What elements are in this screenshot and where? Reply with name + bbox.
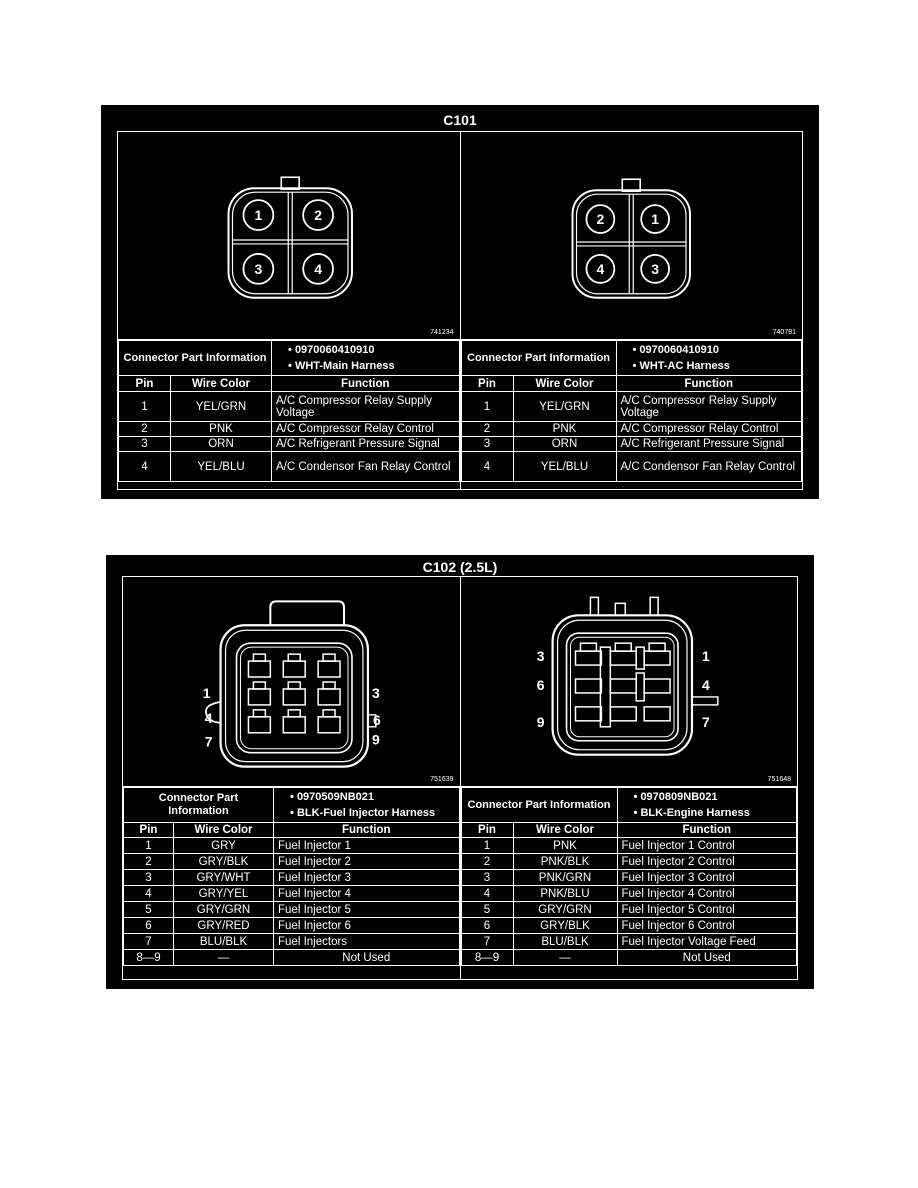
wire-color-cell: GRY [174,838,274,854]
figure-reference-number: 751639 [430,776,454,783]
function-cell: A/C Compressor Relay Control [616,422,801,437]
wire-color-cell: BLU/BLK [513,934,617,950]
pin-label: 4 [204,709,213,726]
table-row [461,422,802,437]
table-row [461,886,797,902]
wire-color-cell: ORN [171,437,272,452]
table-row [461,918,797,934]
wire-color-cell: — [513,950,617,966]
function-cell: Fuel Injector 1 Control [617,838,796,854]
pin-cell: 4 [461,452,513,482]
pin-label: 2 [596,211,604,228]
function-cell: Fuel Injector 2 [274,854,459,870]
c102-fuel-injector-harness-diagram [123,577,460,787]
pin-cell: 5 [124,902,174,918]
wire-color-cell: PNK [513,422,616,437]
function-cell: A/C Condensor Fan Relay Control [616,452,801,482]
table-row [461,854,797,870]
pin-cell: 2 [119,422,171,437]
harness-name: • WHT-Main Harness [288,360,395,372]
wire-color-cell: BLU/BLK [174,934,274,950]
pin-label: 7 [204,733,213,750]
c101-main-harness-view [118,132,461,489]
pin-cell: 2 [124,854,174,870]
pin-label: 9 [371,731,380,748]
function-cell: Fuel Injector Voltage Feed [617,934,796,950]
function-cell: A/C Compressor Relay Supply Voltage [272,392,459,422]
table-row [124,886,460,902]
pin-cell: 3 [461,870,513,886]
connector-9pin-drawing [461,577,798,786]
pin-cell: 1 [124,838,174,854]
function-cell: A/C Compressor Relay Supply Voltage [616,392,801,422]
c102-fuel-injector-harness-view [123,577,461,979]
c102-fuel-injector-harness-table [123,787,460,966]
table-row [461,838,797,854]
table-row [124,870,460,886]
pin-cell: 1 [461,392,513,422]
connector-part-info-label: Connector Part Information [461,788,617,823]
harness-name: • BLK-Engine Harness [634,807,750,819]
connector-4pin-drawing [118,132,460,339]
c101-frame [117,131,803,490]
table-row [461,870,797,886]
connector-part-info-label: Connector Part Information [124,788,274,823]
part-number: • 0970809NB021 [634,791,718,803]
pin-label: 1 [254,207,263,224]
table-row [119,452,460,482]
pin-cell: 3 [119,437,171,452]
function-cell: Fuel Injector 4 Control [617,886,796,902]
table-row [124,950,460,966]
part-number: • 0970060410910 [633,344,719,356]
part-number: • 0970509NB021 [290,791,374,803]
function-cell: A/C Refrigerant Pressure Signal [616,437,801,452]
connector-part-info-label: Connector Part Information [461,341,616,376]
wire-color-cell: GRY/WHT [174,870,274,886]
table-row [124,918,460,934]
function-cell: Fuel Injector 3 Control [617,870,796,886]
pin-label: 6 [372,711,381,728]
part-number: • 0970060410910 [288,344,374,356]
table-row [124,854,460,870]
wire-color-cell: GRY/BLK [174,854,274,870]
pin-cell: 5 [461,902,513,918]
function-cell: Fuel Injector 3 [274,870,459,886]
pin-label: 1 [701,648,710,665]
pin-label: 4 [314,260,322,277]
pin-label: 7 [701,713,710,730]
table-row [124,934,460,950]
figure-reference-number: 741234 [430,329,454,336]
pin-cell: 6 [461,918,513,934]
column-header-pin: Pin [124,823,174,838]
c102-title: C102 (2.5L) [422,559,498,575]
pin-cell: 3 [461,437,513,452]
wire-color-cell: YEL/BLU [171,452,272,482]
wire-color-cell: PNK [171,422,272,437]
wire-color-cell: GRY/GRN [513,902,617,918]
figure-reference-number: 751648 [767,776,791,783]
wire-color-cell: YEL/GRN [171,392,272,422]
function-cell: A/C Compressor Relay Control [272,422,459,437]
c101-main-harness-diagram [118,132,460,340]
table-row [461,934,797,950]
column-header-wire-color: Wire Color [171,376,272,392]
function-cell: Fuel Injector 6 [274,918,459,934]
pin-cell: 8—9 [461,950,513,966]
pin-cell: 4 [119,452,171,482]
wire-color-cell: GRY/RED [174,918,274,934]
wire-color-cell: PNK/BLK [513,854,617,870]
column-header-wire-color: Wire Color [513,376,616,392]
column-header-wire-color: Wire Color [174,823,274,838]
wire-color-cell: YEL/BLU [513,452,616,482]
table-row [461,437,802,452]
pin-label: 4 [596,260,604,277]
wire-color-cell: GRY/GRN [174,902,274,918]
c102-engine-harness-table [461,787,798,966]
function-cell: Fuel Injector 2 Control [617,854,796,870]
pin-cell: 7 [461,934,513,950]
connector-4pin-drawing [461,132,803,339]
pin-label: 3 [536,648,545,665]
c101-ac-harness-view [461,132,803,489]
pin-cell: 1 [119,392,171,422]
pin-cell: 3 [124,870,174,886]
pin-cell: 2 [461,422,513,437]
wire-color-cell: GRY/BLK [513,918,617,934]
wire-color-cell: PNK/GRN [513,870,617,886]
table-row [461,902,797,918]
table-row [124,838,460,854]
c101-main-harness-table [118,340,460,482]
table-row [461,452,802,482]
pin-label: 3 [371,684,380,701]
column-header-function: Function [274,823,459,838]
pin-cell: 2 [461,854,513,870]
wire-color-cell: ORN [513,437,616,452]
wire-color-cell: YEL/GRN [513,392,616,422]
pin-label: 3 [650,260,659,277]
function-cell: Fuel Injector 6 Control [617,918,796,934]
pin-cell: 8—9 [124,950,174,966]
pin-label: 9 [536,713,545,730]
function-cell: Fuel Injector 4 [274,886,459,902]
c101-title: C101 [443,112,477,128]
c101-connector-panel [101,105,819,499]
wire-color-cell: GRY/YEL [174,886,274,902]
pin-cell: 4 [461,886,513,902]
table-row [119,437,460,452]
pin-label: 1 [650,211,659,228]
c101-ac-harness-table [461,340,803,482]
pin-label: 3 [254,260,263,277]
pin-label: 6 [536,676,545,693]
function-cell: Not Used [617,950,796,966]
wire-color-cell: PNK/BLU [513,886,617,902]
c102-engine-harness-diagram [461,577,798,787]
table-row [119,422,460,437]
connector-part-details [272,341,459,376]
function-cell: Fuel Injector 5 Control [617,902,796,918]
column-header-pin: Pin [461,376,513,392]
c102-frame [122,576,798,980]
pin-label: 1 [202,684,211,701]
figure-reference-number: 740781 [772,329,796,336]
c102-connector-panel [106,555,814,989]
table-row [461,950,797,966]
connector-part-details [616,341,801,376]
function-cell: Fuel Injector 5 [274,902,459,918]
function-cell: Fuel Injector 1 [274,838,459,854]
pin-cell: 4 [124,886,174,902]
connector-part-details [617,788,796,823]
column-header-pin: Pin [461,823,513,838]
connector-part-info-label: Connector Part Information [119,341,272,376]
column-header-pin: Pin [119,376,171,392]
harness-name: • WHT-AC Harness [633,360,730,372]
column-header-function: Function [617,823,796,838]
pin-label: 2 [314,207,322,224]
table-row [124,902,460,918]
pin-cell: 1 [461,838,513,854]
wire-color-cell: PNK [513,838,617,854]
harness-name: • BLK-Fuel Injector Harness [290,807,435,819]
pin-cell: 6 [124,918,174,934]
connector-9pin-drawing [123,577,460,786]
column-header-function: Function [272,376,459,392]
column-header-wire-color: Wire Color [513,823,617,838]
function-cell: A/C Refrigerant Pressure Signal [272,437,459,452]
connector-part-details [274,788,459,823]
c102-engine-harness-view [461,577,798,979]
column-header-function: Function [616,376,801,392]
pin-cell: 7 [124,934,174,950]
table-row [119,392,460,422]
function-cell: Not Used [274,950,459,966]
pin-label: 4 [701,676,710,693]
function-cell: A/C Condensor Fan Relay Control [272,452,459,482]
function-cell: Fuel Injectors [274,934,459,950]
c101-ac-harness-diagram [461,132,803,340]
table-row [461,392,802,422]
wire-color-cell: — [174,950,274,966]
